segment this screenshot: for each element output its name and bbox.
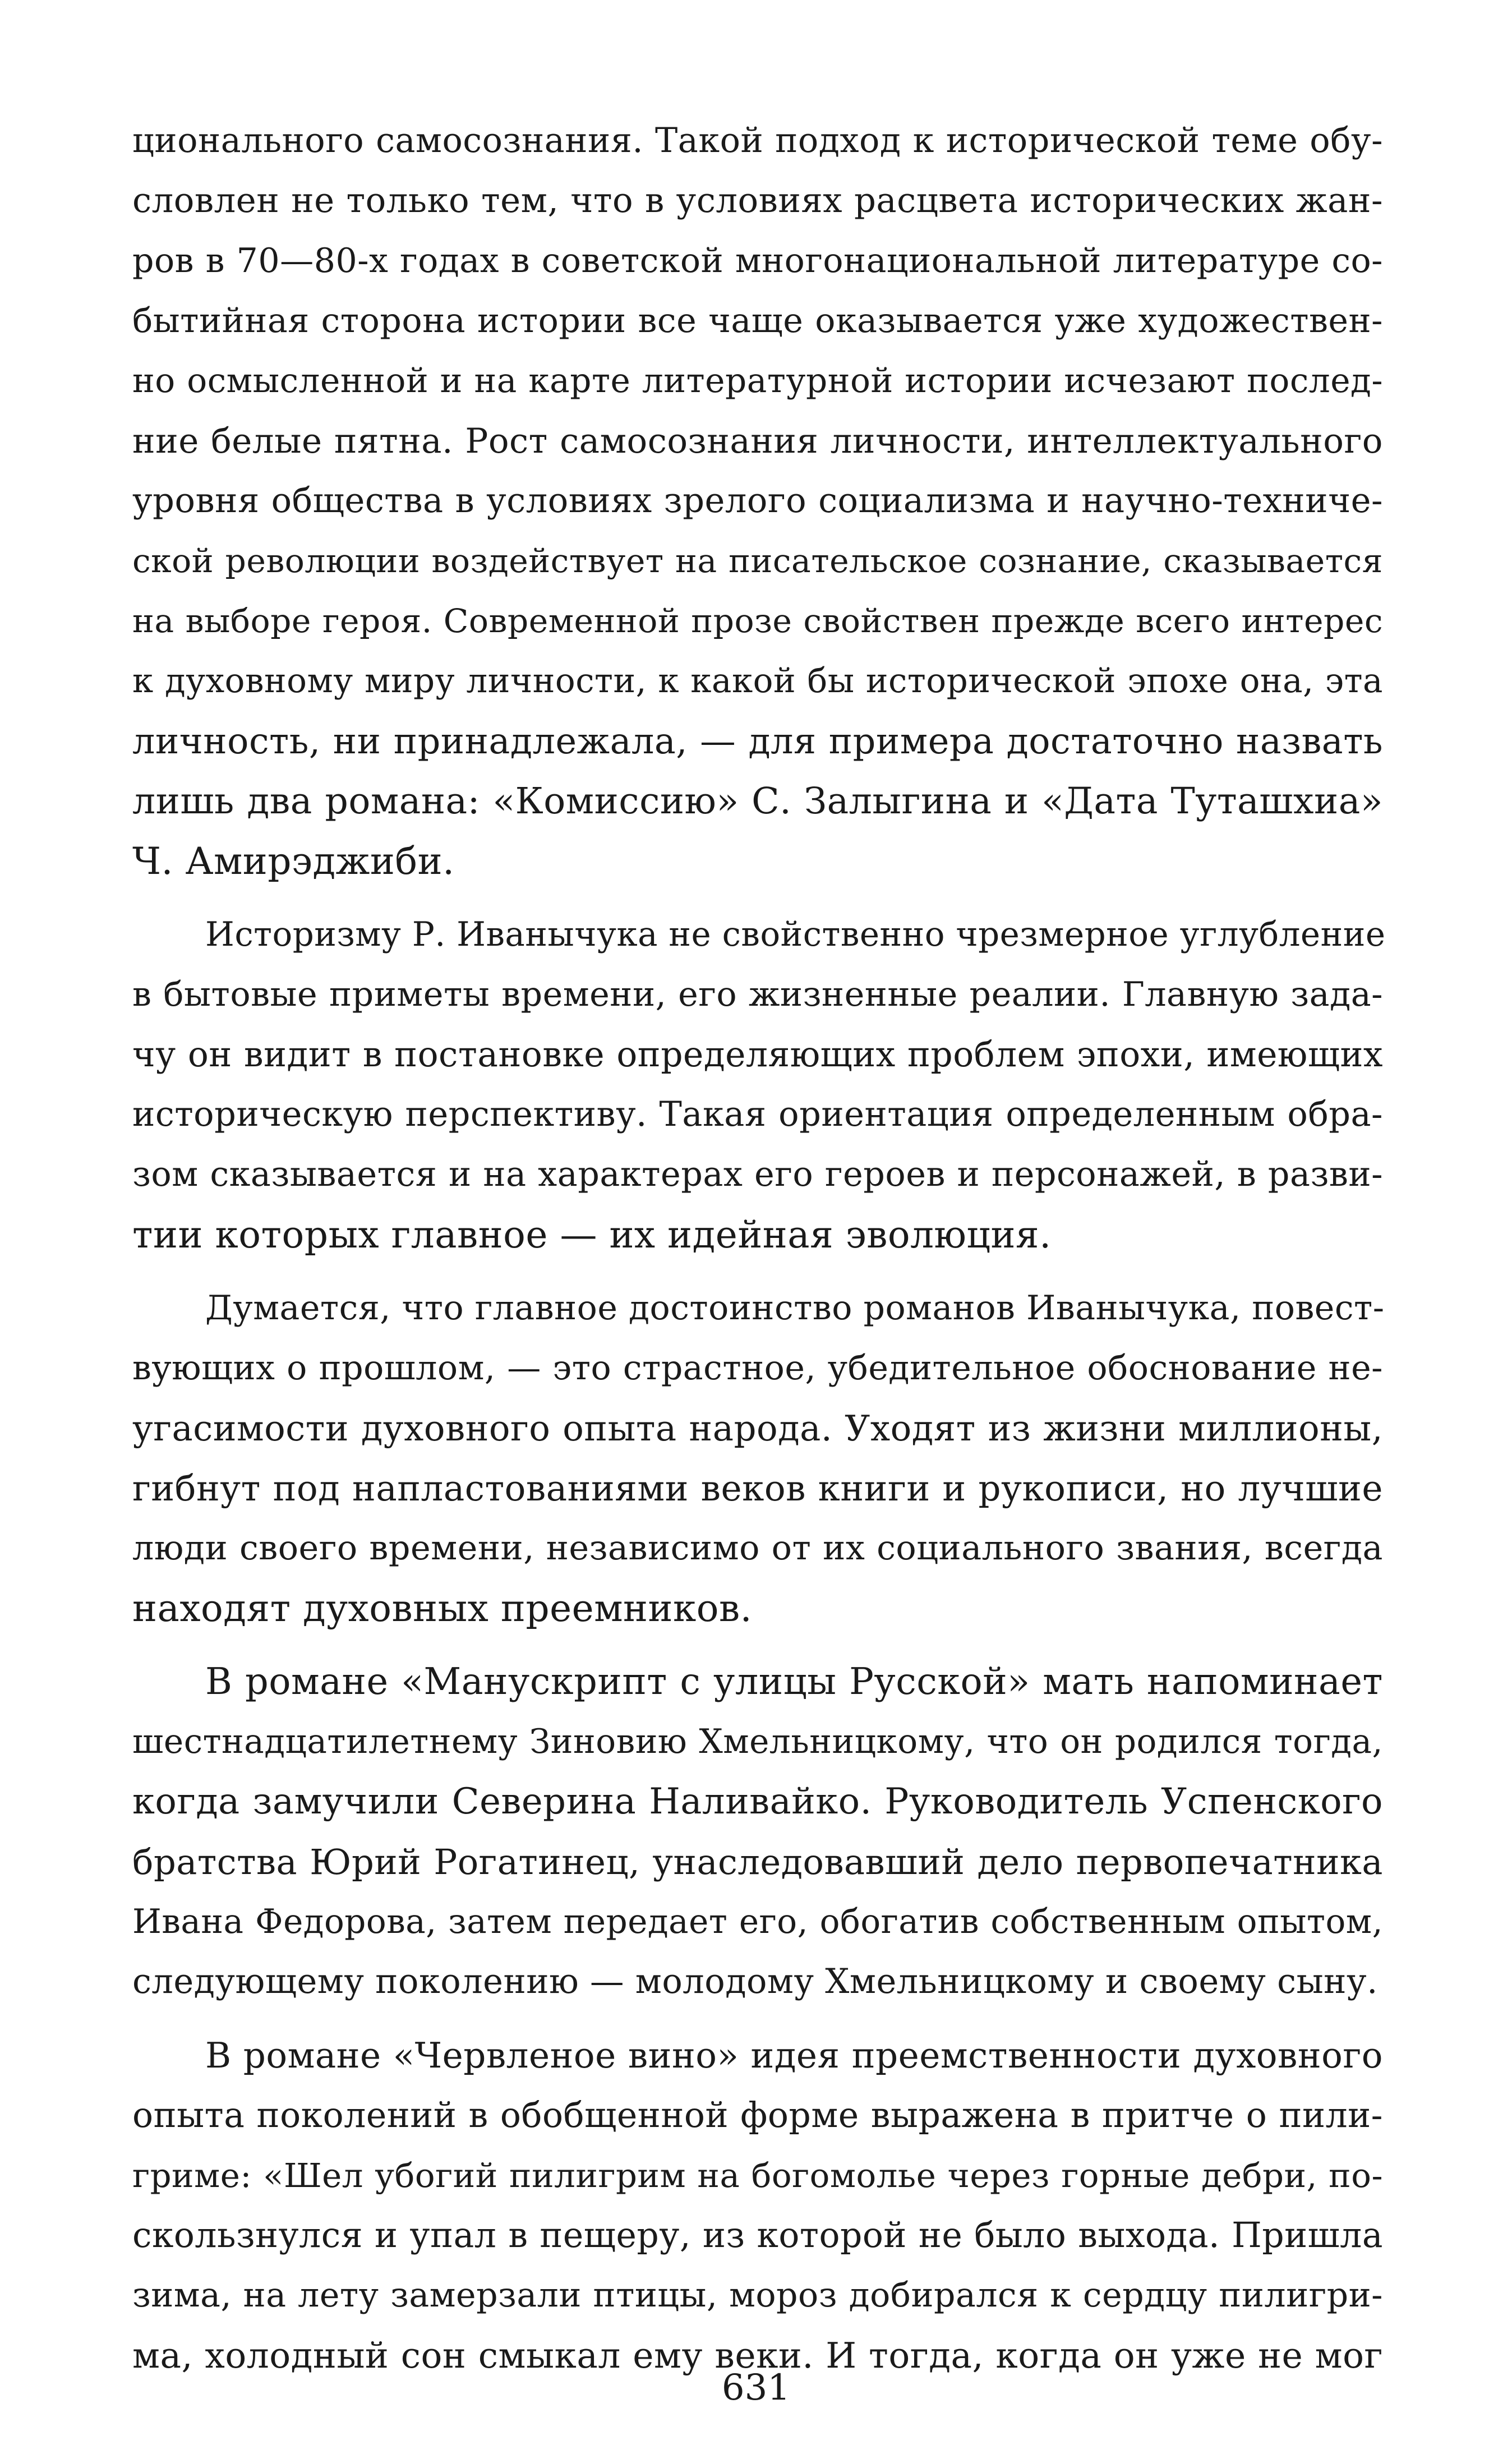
text-line: тии которых главное — их идейная эволюция.: [132, 1213, 1052, 1256]
text-line: ние белые пятна. Рост самосознания личности, интеллектуального: [132, 421, 1383, 461]
text-line: скользнулся и упал в пещеру, из которой не было выхода. Пришла: [132, 2215, 1383, 2255]
paragraph-2: [132, 905, 1386, 1265]
text-line: Ивана Федорова, затем передает его, обогатив собственным опытом,: [132, 1903, 1383, 1941]
paragraph-3: [132, 1278, 1383, 1638]
text-line: к духовному миру личности, к какой бы исторической эпохе она, эта: [132, 662, 1383, 701]
text-line: люди своего времени, независимо от их социального звания, всегда: [132, 1528, 1383, 1568]
text-line: ров в 70—80-х годах в советской многонациональной литературе со-: [132, 241, 1383, 280]
text-line: ционального самосознания. Такой подход к исторической теме обу-: [132, 121, 1383, 160]
text-line: зом сказывается и на характерах его героев и персонажей, в разви-: [132, 1155, 1383, 1194]
text-line: Ч. Амирэджиби.: [132, 840, 455, 883]
text-line: на выборе героя. Современной прозе свойствен прежде всего интерес: [132, 602, 1383, 640]
page-number: 631: [721, 2367, 791, 2409]
text-line: зима, на лету замерзали птицы, мороз добирался к сердцу пилигри-: [132, 2276, 1383, 2315]
text-line: чу он видит в постановке определяющих проблем эпохи, имеющих: [132, 1035, 1383, 1075]
paragraph-5: [132, 2025, 1383, 2386]
text-line: В романе «Червленое вино» идея преемственности духовного: [205, 2035, 1383, 2076]
text-line: историческую перспективу. Такая ориентация определенным обра-: [132, 1095, 1383, 1134]
text-line: шестнадцатилетнему Зиновию Хмельницкому, что он родился тогда,: [132, 1723, 1383, 1761]
text-line: уровня общества в условиях зрелого социализма и научно-техниче-: [132, 481, 1383, 521]
text-line: когда замучили Северина Наливайко. Руководитель Успенского: [132, 1781, 1383, 1822]
text-line: бытийная сторона истории все чаще оказывается уже художествен-: [132, 301, 1383, 340]
text-line: лишь два романа: «Комиссию» С. Залыгина и «Дата Туташхиа»: [132, 780, 1383, 822]
text-line: опыта поколений в обобщенной форме выражена в притче о пили-: [132, 2095, 1383, 2135]
text-line: в бытовые приметы времени, его жизненные реалии. Главную зада-: [132, 975, 1383, 1014]
text-line: ма, холодный сон смыкал ему веки. И тогда, когда он уже не мог: [132, 2335, 1383, 2376]
text-line: В романе «Манускрипт с улицы Русской» мать напоминает: [205, 1660, 1383, 1703]
text-line: ской революции воздействует на писательское сознание, сказывается: [132, 542, 1383, 580]
text-line: Историзму Р. Иванычука не свойственно чрезмерное углубление: [205, 915, 1386, 954]
text-line: но осмысленной и на карте литературной истории исчезают послед-: [132, 362, 1383, 400]
paragraph-1: [132, 111, 1383, 891]
text-line: следующему поколению — молодому Хмельницкому и своему сыну.: [132, 1962, 1378, 2001]
text-line: вующих о прошлом, — это страстное, убедительное обоснование не-: [132, 1348, 1383, 1388]
text-line: гриме: «Шел убогий пилигрим на богомолье через горные дебри, по-: [132, 2156, 1383, 2195]
text-line: находят духовных преемников.: [132, 1587, 753, 1630]
text-line: словлен не только тем, что в условиях расцвета исторических жан-: [132, 181, 1383, 220]
text-line: гибнут под напластованиями веков книги и рукописи, но лучшие: [132, 1468, 1383, 1509]
paragraph-4: [132, 1652, 1383, 2012]
text-line: угасимости духовного опыта народа. Уходят из жизни миллионы,: [132, 1408, 1383, 1449]
document-body: [132, 111, 1386, 2399]
text-line: Думается, что главное достоинство романов Иванычука, повест-: [205, 1288, 1385, 1328]
text-line: личность, ни принадлежала, — для примера достаточно назвать: [132, 720, 1383, 762]
text-line: братства Юрий Рогатинец, унаследовавший дело первопечатника: [132, 1841, 1383, 1882]
